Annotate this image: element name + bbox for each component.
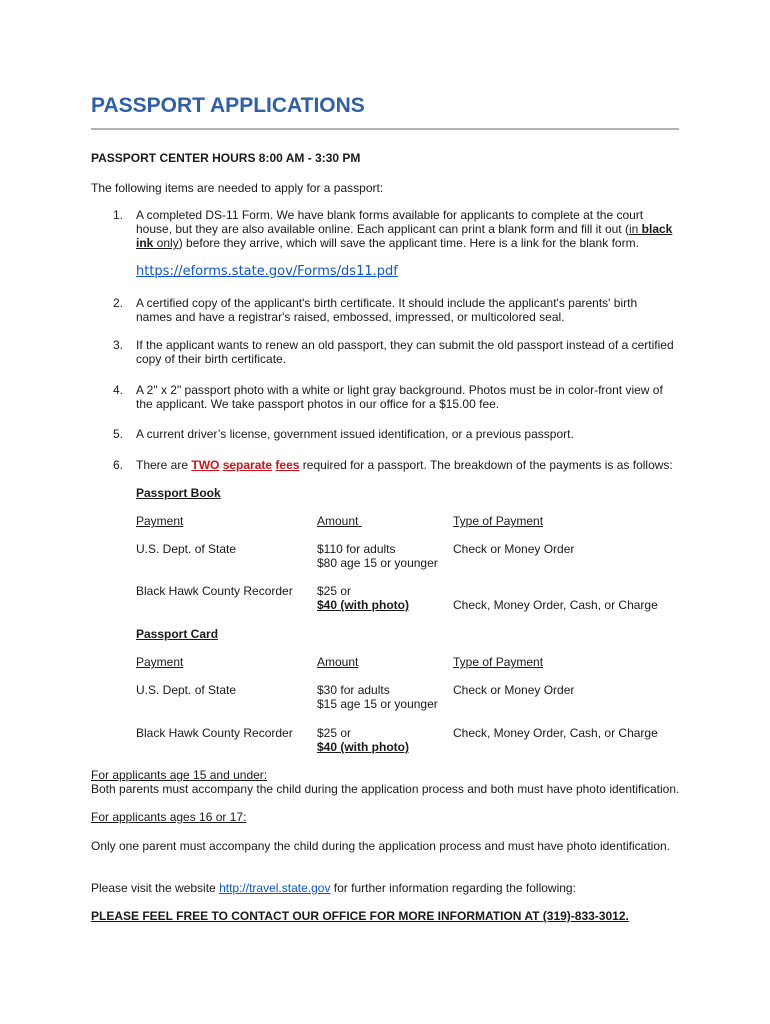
card-row-1-amount-1: $30 for adults xyxy=(317,683,390,697)
item-3-line-2: copy of their birth certificate. xyxy=(136,352,287,366)
item-2-line-1: A certified copy of the applicant's birth certificate. It should include the applicant's parents' birth xyxy=(136,296,638,310)
card-row-2-amount-2: $40 (with photo) xyxy=(317,740,409,754)
book-row-2-amount-2: $40 (with photo) xyxy=(317,598,409,612)
item-4-line-2: the applicant. We take passport photos in our office for a $15.00 fee. xyxy=(136,397,500,411)
age-16-heading: For applicants ages 16 or 17: xyxy=(91,810,247,824)
card-row-1-payee: U.S. Dept. of State xyxy=(136,683,237,697)
card-row-2-type: Check, Money Order, Cash, or Charge xyxy=(453,726,658,740)
item-2-number: 2. xyxy=(112,296,123,310)
ds11-form-link[interactable]: https://eforms.state.gov/Forms/ds11.pdf xyxy=(136,264,398,279)
item-1-number: 1. xyxy=(112,208,123,222)
passport-card-heading: Passport Card xyxy=(136,627,219,641)
intro-text: The following items are needed to apply for a passport: xyxy=(91,181,384,195)
book-row-1-payee: U.S. Dept. of State xyxy=(136,542,237,556)
separate-emphasis: separate xyxy=(222,458,273,472)
item-5-line-1: A current driver’s license, government issued identification, or a previous passport. xyxy=(136,427,574,441)
item-4-number: 4. xyxy=(112,383,123,397)
item-5-number: 5. xyxy=(112,427,123,441)
item-1-line-2: house, but they are also available online. Each applicant can print a blank form and fill it out (in black xyxy=(136,222,673,236)
page-title: PASSPORT APPLICATIONS xyxy=(91,94,365,117)
item-3-line-1: If the applicant wants to renew an old passport, they can submit the old passport instead of a certified xyxy=(136,338,674,352)
card-row-1-type: Check or Money Order xyxy=(453,683,575,697)
travel-state-gov-link[interactable]: http://travel.state.gov xyxy=(219,881,331,895)
card-col-type: Type of Payment xyxy=(453,655,544,669)
card-row-2-amount-1: $25 or xyxy=(317,726,352,740)
book-row-2-type: Check, Money Order, Cash, or Charge xyxy=(453,598,658,612)
item-6-number: 6. xyxy=(112,458,123,472)
title-divider xyxy=(91,128,679,130)
item-1-line-1: A completed DS-11 Form. We have blank forms available for applicants to complete at the court xyxy=(136,208,644,222)
card-col-amount: Amount xyxy=(317,655,359,669)
book-row-1-type: Check or Money Order xyxy=(453,542,575,556)
item-3-number: 3. xyxy=(112,338,123,352)
book-row-1-amount-2: $80 age 15 or younger xyxy=(317,556,438,570)
item-2-line-2: names and have a registrar's raised, embossed, impressed, or multicolored seal. xyxy=(136,310,565,324)
card-col-payment: Payment xyxy=(136,655,184,669)
book-row-2-payee: Black Hawk County Recorder xyxy=(136,584,293,598)
age-15-text: Both parents must accompany the child during the application process and both must have photo identification. xyxy=(91,782,680,796)
book-col-type: Type of Payment xyxy=(453,514,544,528)
age-16-text: Only one parent must accompany the child during the application process and must have photo identification. xyxy=(91,839,671,853)
hours-heading: PASSPORT CENTER HOURS 8:00 AM - 3:30 PM xyxy=(91,151,361,165)
visit-line: Please visit the website http://travel.state.gov for further information regarding the following: xyxy=(91,881,576,895)
fees-emphasis: fees xyxy=(275,458,300,472)
book-col-amount: Amount xyxy=(317,514,362,528)
two-emphasis: TWO xyxy=(191,458,220,472)
item-4-line-1: A 2" x 2" passport photo with a white or light gray background. Photos must be in color-front view of xyxy=(136,383,663,397)
item-1-line-3: ink only) before they arrive, which will save the applicant time. Here is a link for the blank form. xyxy=(136,236,639,250)
book-col-payment: Payment xyxy=(136,514,184,528)
contact-line: PLEASE FEEL FREE TO CONTACT OUR OFFICE FOR MORE INFORMATION AT (319)-833-3012. xyxy=(91,909,629,923)
age-15-heading: For applicants age 15 and under: xyxy=(91,768,268,782)
item-6-line-1: There are TWO separate fees required for a passport. The breakdown of the payments is as follows: xyxy=(136,458,673,472)
card-row-1-amount-2: $15 age 15 or younger xyxy=(317,697,438,711)
book-row-1-amount-1: $110 for adults xyxy=(317,542,396,556)
book-row-2-amount-1: $25 or xyxy=(317,584,352,598)
card-row-2-payee: Black Hawk County Recorder xyxy=(136,726,293,740)
passport-book-heading: Passport Book xyxy=(136,486,221,500)
